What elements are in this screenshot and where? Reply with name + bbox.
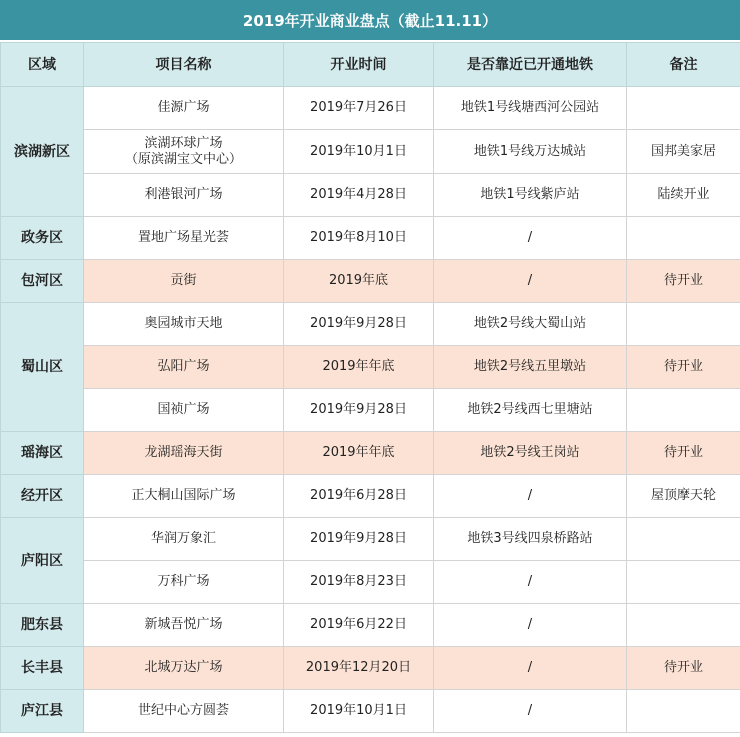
- note-cell: [627, 518, 740, 561]
- note-cell: [627, 604, 740, 647]
- project-name-cell: 置地广场星光荟: [84, 217, 284, 260]
- table-row: [1, 561, 740, 604]
- header-metro: 是否靠近已开通地铁: [434, 43, 627, 87]
- table-row: [1, 604, 740, 647]
- region-cell: 庐江县: [1, 690, 84, 733]
- metro-cell: 地铁1号线紫庐站: [434, 174, 627, 217]
- metro-cell: /: [434, 475, 627, 518]
- metro-cell: /: [434, 217, 627, 260]
- header-opening-date: 开业时间: [284, 43, 434, 87]
- note-cell: [627, 561, 740, 604]
- opening-date-cell: 2019年4月28日: [284, 174, 434, 217]
- opening-date-cell: 2019年6月22日: [284, 604, 434, 647]
- metro-cell: 地铁2号线大蜀山站: [434, 303, 627, 346]
- opening-date-cell: 2019年8月23日: [284, 561, 434, 604]
- project-name-cell: 龙湖瑶海天街: [84, 432, 284, 475]
- table-row: [1, 432, 740, 475]
- project-name-cell: 奥园城市天地: [84, 303, 284, 346]
- opening-date-cell: 2019年8月10日: [284, 217, 434, 260]
- project-name-cell: 国祯广场: [84, 389, 284, 432]
- metro-cell: 地铁3号线四泉桥路站: [434, 518, 627, 561]
- metro-cell: 地铁2号线西七里塘站: [434, 389, 627, 432]
- table-title: 2019年开业商业盘点（截止11.11）: [0, 0, 740, 42]
- project-name-cell: 万科广场: [84, 561, 284, 604]
- opening-date-cell: 2019年底: [284, 260, 434, 303]
- region-cell: 庐阳区: [1, 518, 84, 604]
- metro-cell: 地铁2号线王岗站: [434, 432, 627, 475]
- opening-date-cell: 2019年年底: [284, 346, 434, 389]
- header-region: 区域: [1, 43, 84, 87]
- note-cell: 屋顶摩天轮: [627, 475, 740, 518]
- opening-table: [0, 42, 740, 733]
- header-note: 备注: [627, 43, 740, 87]
- note-cell: [627, 87, 740, 130]
- region-cell: 蜀山区: [1, 303, 84, 432]
- table-row: [1, 260, 740, 303]
- note-cell: 待开业: [627, 260, 740, 303]
- project-name-cell: 华润万象汇: [84, 518, 284, 561]
- region-cell: 政务区: [1, 217, 84, 260]
- table-row: [1, 389, 740, 432]
- note-cell: 陆续开业: [627, 174, 740, 217]
- project-name-cell: 新城吾悦广场: [84, 604, 284, 647]
- region-cell: 经开区: [1, 475, 84, 518]
- opening-date-cell: 2019年10月1日: [284, 690, 434, 733]
- project-name-cell: 佳源广场: [84, 87, 284, 130]
- header-project-name: 项目名称: [84, 43, 284, 87]
- project-name-cell: 利港银河广场: [84, 174, 284, 217]
- note-cell: [627, 389, 740, 432]
- note-cell: [627, 690, 740, 733]
- project-name-cell: 滨湖环球广场 （原滨湖宝文中心）: [84, 130, 284, 174]
- opening-date-cell: 2019年年底: [284, 432, 434, 475]
- project-name-cell: 正大桐山国际广场: [84, 475, 284, 518]
- project-name-cell: 贡街: [84, 260, 284, 303]
- region-cell: 瑶海区: [1, 432, 84, 475]
- metro-cell: 地铁2号线五里墩站: [434, 346, 627, 389]
- metro-cell: /: [434, 604, 627, 647]
- opening-date-cell: 2019年10月1日: [284, 130, 434, 174]
- table-row: [1, 475, 740, 518]
- region-cell: 长丰县: [1, 647, 84, 690]
- opening-date-cell: 2019年9月28日: [284, 303, 434, 346]
- table-row: [1, 518, 740, 561]
- note-cell: 待开业: [627, 647, 740, 690]
- opening-date-cell: 2019年7月26日: [284, 87, 434, 130]
- region-cell: 肥东县: [1, 604, 84, 647]
- header-row: [1, 43, 740, 87]
- project-name-cell: 弘阳广场: [84, 346, 284, 389]
- table-row: [1, 217, 740, 260]
- opening-date-cell: 2019年9月28日: [284, 518, 434, 561]
- metro-cell: /: [434, 647, 627, 690]
- metro-cell: /: [434, 260, 627, 303]
- table-body: [1, 87, 740, 733]
- opening-date-cell: 2019年6月28日: [284, 475, 434, 518]
- table-row: [1, 690, 740, 733]
- table-row: [1, 303, 740, 346]
- opening-date-cell: 2019年12月20日: [284, 647, 434, 690]
- note-cell: [627, 303, 740, 346]
- note-cell: 国邦美家居: [627, 130, 740, 174]
- table-row: [1, 130, 740, 174]
- metro-cell: 地铁1号线万达城站: [434, 130, 627, 174]
- note-cell: 待开业: [627, 346, 740, 389]
- opening-date-cell: 2019年9月28日: [284, 389, 434, 432]
- table-row: [1, 647, 740, 690]
- note-cell: 待开业: [627, 432, 740, 475]
- region-cell: 滨湖新区: [1, 87, 84, 217]
- table-row: [1, 87, 740, 130]
- metro-cell: /: [434, 561, 627, 604]
- region-cell: 包河区: [1, 260, 84, 303]
- project-name-cell: 世纪中心方圆荟: [84, 690, 284, 733]
- table-row: [1, 346, 740, 389]
- project-name-cell: 北城万达广场: [84, 647, 284, 690]
- metro-cell: /: [434, 690, 627, 733]
- metro-cell: 地铁1号线塘西河公园站: [434, 87, 627, 130]
- table-row: [1, 174, 740, 217]
- note-cell: [627, 217, 740, 260]
